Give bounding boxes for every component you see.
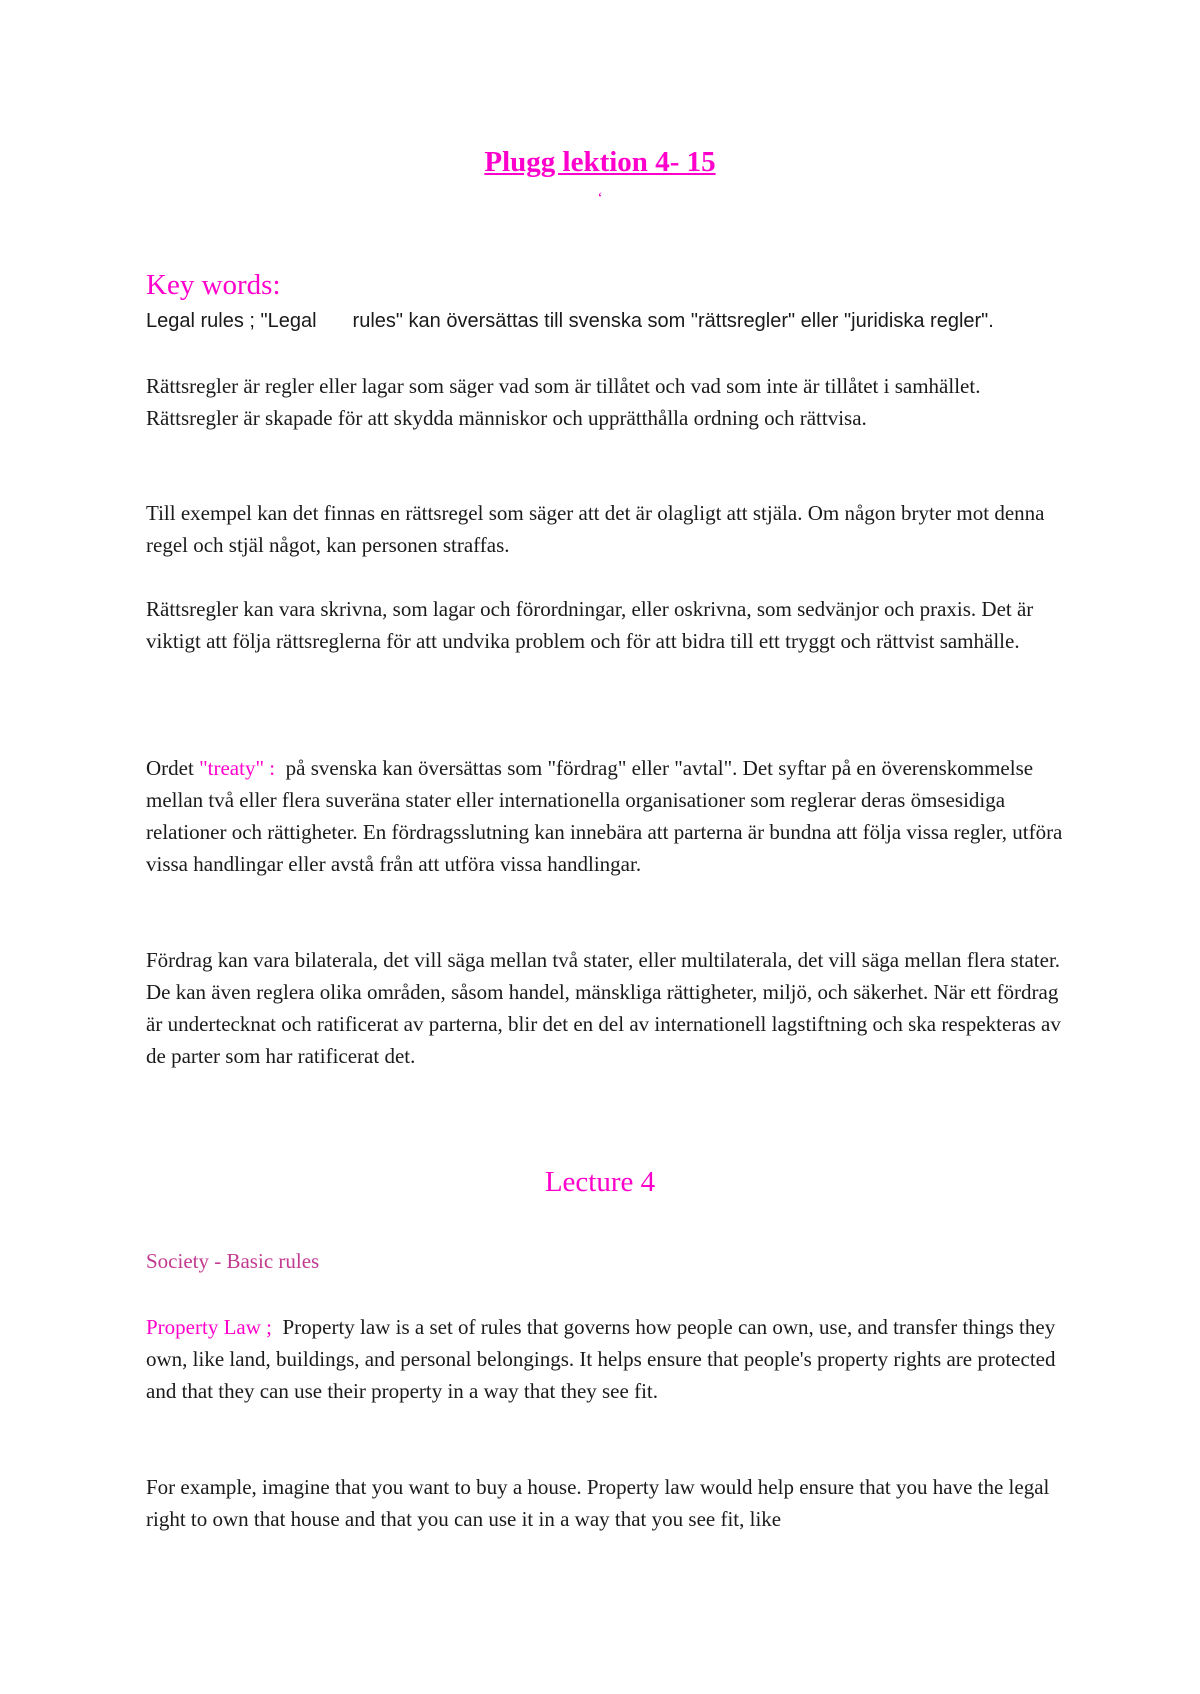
document-title: Plugg lektion 4- 15 <box>484 146 716 178</box>
property-law-example: For example, imagine that you want to buy a house. Property law would help ensure that you have the legal right to own that house and that you can use it in a way that you see fit, like <box>146 1475 1050 1531</box>
legal-rules-definition: Rättsregler är regler eller lagar som säger vad som är tillåtet och vad som inte är tillåtet i samhället. Rättsregler är skapade för att skydda människor och upprätthålla ordning och rättvisa. <box>146 374 981 430</box>
treaty-text: på svenska kan översättas som "fördrag" eller "avtal". Det syftar på en överenskommelse mellan två eller flera suveräna stater eller internationella organisationer som reglerar deras ömsesidiga relationer och rättigheter. En fördragsslutning kan innebära att parterna är bundna att följa vissa regler, utföra vissa handlingar eller avstå från att utföra vissa handlingar. <box>146 756 1063 876</box>
title-mark: ‘ <box>597 190 603 207</box>
lecture-subheading: Society - Basic rules <box>146 1249 320 1273</box>
property-law-term: Property Law ; <box>146 1315 272 1339</box>
legal-rules-rest: rules" kan översättas till svenska som "rättsregler" eller "juridiska regler". <box>352 310 994 332</box>
treaty-prefix: Ordet <box>146 756 194 780</box>
key-words-heading: Key words: <box>146 269 281 301</box>
property-law-text: Property law is a set of rules that governs how people can own, use, and transfer things they own, like land, buildings, and personal belongings. It helps ensure that people's property rights are protected and that they can use their property in a way that they see fit. <box>146 1315 1056 1403</box>
lecture-heading: Lecture 4 <box>544 1166 656 1198</box>
treaty-term: "treaty" : <box>199 756 276 780</box>
treaty-paragraph <box>146 752 1066 880</box>
legal-rules-example: Till exempel kan det finnas en rättsregel som säger att det är olagligt att stjäla. Om någon bryter mot denna regel och stjäl något, kan personen straffas. <box>146 501 1045 557</box>
legal-rules-label: Legal rules ; "Legal <box>146 310 317 332</box>
legal-rules-types: Rättsregler kan vara skrivna, som lagar och förordningar, eller oskrivna, som sedvänjor och praxis. Det är viktigt att följa rättsreglerna för att undvika problem och för att bidra till ett tryggt och rättvist samhälle. <box>146 597 1034 653</box>
property-law-paragraph <box>146 1311 1066 1407</box>
legal-rules-paragraph <box>146 305 1066 337</box>
treaty-types-paragraph: Fördrag kan vara bilaterala, det vill säga mellan två stater, eller multilaterala, det vill säga mellan flera stater. De kan även reglera olika områden, såsom handel, mänskliga rättigheter, miljö, och säkerhet. När ett fördrag är undertecknat och ratificerat av parterna, blir det en del av internationell lagstiftning och ska respekteras av de parter som har ratificerat det. <box>146 948 1061 1068</box>
